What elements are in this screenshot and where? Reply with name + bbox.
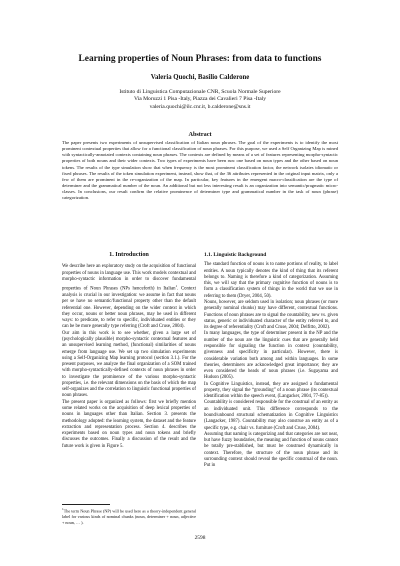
background-paragraph: Countability is considered responsible for the construal of an entity as an individuated unit. This difference corresponds to the bound/unbound structural schematization in Cognitive Linguistics (Langacker, 1987). Countability may also construe an entity as of a specific type, e.g. chair vs. furniture (Croft and Cruse, 2004). <box>204 400 338 431</box>
footnote-number: 1 <box>62 507 64 511</box>
subsection-heading-linguistic-background: 1.1. Linguistic Background <box>204 252 267 258</box>
author-emails: valeria.quochi@ilc.cnr.it, b.calderone@sns.it <box>149 103 251 110</box>
affiliation-line: Via Moruzzi 1 Pisa -Italy, Piazza dei Cavalieri 7 Pisa -Italy <box>133 96 267 103</box>
section-heading-introduction: 1. Introduction <box>109 251 149 258</box>
background-paragraph: In Cognitive Linguistics, instead, they are assigned a fundamental property, they signal the “grounding” of a noun phrase (its contextual identification within the speech event, (Langacker, 2004, 77-85)). <box>204 381 338 400</box>
page-number: 2598 <box>194 535 206 541</box>
intro-paragraph-text: We describe here an exploratory study on the acquisition of functional properties of nouns in language use. This work models contextual and morpho-syntactic information in order to discover fundamental properties of Noun Phrases (NPs henceforth) in Italian <box>62 264 196 292</box>
affiliation-block <box>20 89 380 111</box>
background-paragraph: In many languages, the type of determiner present in the NP and the number of the noun are the linguistic cues that are generally held responsible for signaling the function in context (countability, givenness and specificity in particular). However, there is considerable variation both among and within languages. In some theories, determiners are acknowledged great importance; they are even considered the heads of noun phrases (i.e. Sugayama and Hudson (2005). <box>204 331 338 381</box>
abstract-heading: Abstract <box>188 131 212 138</box>
paper-title: Learning properties of Noun Phrases: from data to functions <box>78 54 322 64</box>
background-paragraph: The standard function of nouns is to name portions of reality, to label entities. A noun typically denotes the kind of thing that its referent belongs to. Naming is therefore a kind of categorization. Assuming this, we will say that the primary cognitive function of nouns is to form a classification system of things in the world that we use in referring to them (Dryer, 2004, 50). <box>204 262 338 299</box>
background-paragraph: Assuming that naming is categorizing and that categories are not neat, but have fuzzy boundaries, the meaning and function of nouns cannot be totally pre-stablished, but must be construed dynamically in context. Therefore, the structure of the noun phrase and its surrounding context should reveal the specific construal of the noun. Put in <box>204 431 338 469</box>
intro-paragraph-text: . Context analysis is crucial in our investigation: we assume in fact that nouns per se have no semantic/functional property other than the default referential one. However, depending on the wider context in which they occur, nouns or better noun phrases, may be used in different ways: to predicate, to refer to specific, individuated entities or they can be be more generally type referring (Croft and Cruse, 2004). <box>62 286 196 330</box>
footnote-text: The term Noun Phrase (NP) will be used here as a theory-independent general label for various kinds of nominal chunks (noun, determiner + noun, adjective + noun, … ). <box>62 508 196 525</box>
footnote-divider <box>62 504 110 505</box>
footnote <box>62 507 196 525</box>
intro-paragraph: The present paper is organized as follows: first we briefly mention some related works on the acquisition of deep lexical properties of nouns in languages other than Italian. Section 3. presents the methodology adopted: the learning system, the dataset and the feature extraction and representation process. Section 4. describes the experiments based on noun types and noun tokens and briefly discusses the outcomes. Finally a discussion of the result and the future work is given in Figure 5. <box>62 399 196 449</box>
footnote-marker: 1 <box>175 284 178 289</box>
intro-paragraph: Our aim in this work is to see whether, given a large set of (psychologically plausible) morpho-syntactic contextual features and an unsupervised learning method, (functional) similarities of nouns emerge from language use. We set up two simulation experiments using a Self-Organizing Map learning protocol (section 3.1.). For the present purposes, we analyze the final organization of a SOM trained with morpho-syntactically-defined contexts of noun phrases in order to investigate the prominence of the various morpho-syntactic properties, i.e. the relevant dimensions on the basis of which the map self-organizes and the correlation to linguistic functional properties of noun phrases. <box>62 330 196 399</box>
abstract-text: The paper presents two experiments of unsupervised classification of Italian noun phrases. The goal of the experiments is to identify the most prominent contextual properties that allow for a functional classification of noun phrases. For this purpose, we used a Self Organizing Map is mined with syntactically-annotated contexts containing noun phrases. The contexts are defined by means of a set of features representing morpho-syntactic properties of both nouns and their wider contexts. Two types of experiments have been run: one based on noun types and the other based on noun tokens. The results of the type simulation show that when frequency is the most prominent classification factor, the network isolates idiomatic or fixed phrases. The results of the token simulation experiment, instead, show that, of the 36 attributes represented in the original input matrix, only a few of them are prominent in the re-organization of the map. In particular, key features in the emergent macro-classification are the type of determiner and the grammatical number of the noun. An additional but not less interesting result is an organization into semantic/pragmatic micro-classes. In conclusions, our result confirm the relative prominence of determiner type and grammatical number in the task of noun (phrase) categorization. <box>62 140 338 201</box>
background-paragraph: Nouns, however, are seldom used in isolation; noun phrases (or more generally nominal chunks) may have different, contextual functions. Functions of noun phrases are to signal the countability, new vs. given status, generic or individuated character of the entity referred to, and its degree of referentiality (Croft and Cruse, 2004; Delfitto, 2002). <box>204 299 338 331</box>
right-column <box>204 252 338 470</box>
left-column <box>62 252 196 450</box>
intro-paragraph <box>62 264 196 330</box>
paper-authors: Valeria Quochi, Basilio Calderone <box>150 74 250 81</box>
affiliation-line: Istituto di Linguistica Computazionale CNR, Scuola Normale Superiore <box>119 89 281 95</box>
